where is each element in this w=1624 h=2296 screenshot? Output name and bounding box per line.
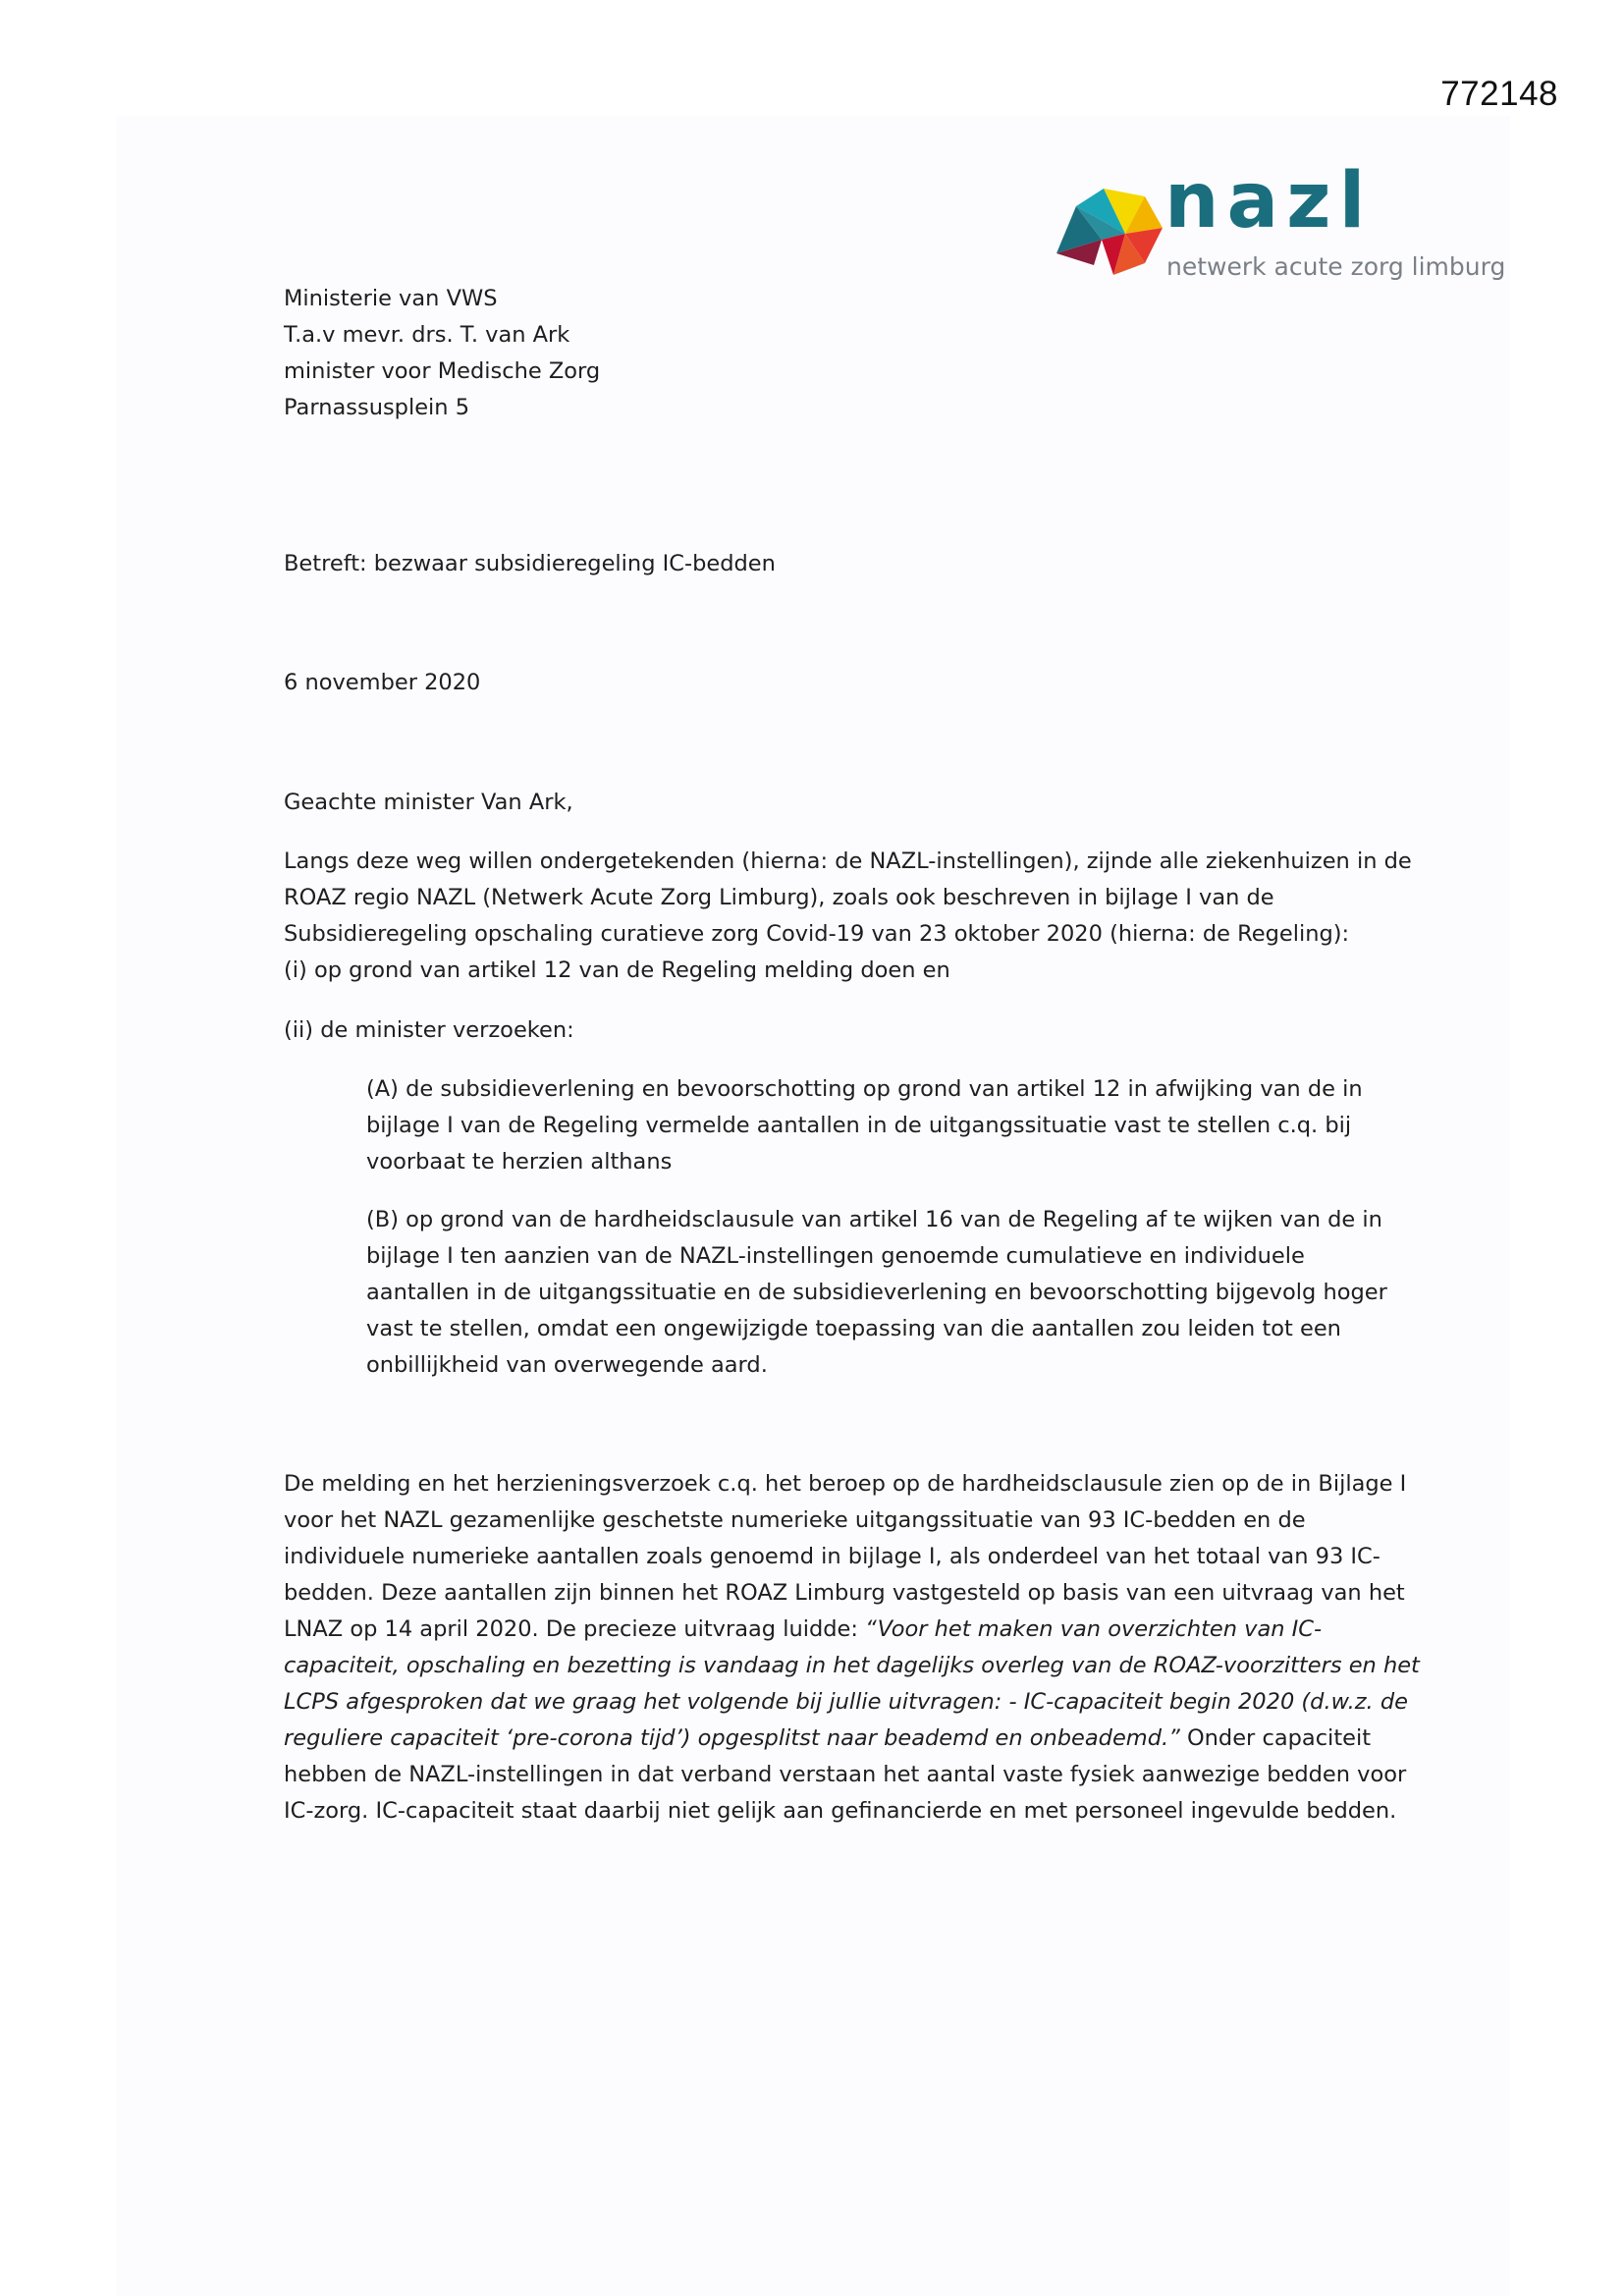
- recipient-address: [284, 281, 600, 426]
- paragraph-line: ROAZ regio NAZL (Netwerk Acute Zorg Limburg), zoals ook beschreven in bijlage I van de: [284, 885, 1274, 910]
- address-line: Ministerie van VWS: [284, 286, 498, 311]
- paragraph-line: hebben de NAZL-instellingen in dat verband verstaan het aantal vaste fysiek aanwezige bedden voor: [284, 1762, 1407, 1787]
- paragraph-line: Subsidieregeling opschaling curatieve zorg Covid-19 van 23 oktober 2020 (hierna: de Regeling):: [284, 921, 1350, 947]
- paragraph-line: onbillijkheid van overwegende aard.: [366, 1352, 768, 1378]
- paragraph-line: [284, 1721, 1420, 1757]
- paragraph-line: individuele numerieke aantallen zoals genoemd in bijlage I, als onderdeel van het totaal van 93 IC-: [284, 1544, 1380, 1569]
- salutation: [284, 785, 573, 821]
- paragraph-line: (A) de subsidieverlening en bevoorschotting op grond van artikel 12 in afwijking van de in: [366, 1076, 1363, 1102]
- quote-line: capaciteit, opschaling en bezetting is vandaag in het dagelijks overleg van de ROAZ-voorzitters en het: [284, 1653, 1420, 1678]
- paragraph-line: bijlage I ten aanzien van de NAZL-instellingen genoemde cumulatieve en individuele: [366, 1243, 1305, 1269]
- address-line: Parnassusplein 5: [284, 395, 470, 420]
- intro-paragraph: [284, 844, 1412, 989]
- text-run: LNAZ op 14 april 2020. De precieze uitvraag luidde:: [284, 1616, 866, 1642]
- salutation-text: Geachte minister Van Ark,: [284, 790, 573, 815]
- paragraph-line: aantallen in de uitgangssituatie en de subsidieverlening en bevoorschotting bijgevolg hoger: [366, 1280, 1387, 1305]
- paragraph-line: [284, 1612, 1420, 1648]
- subject-text: Betreft: bezwaar subsidieregeling IC-bedden: [284, 551, 776, 576]
- quote-line: LCPS afgesproken dat we graag het volgende bij jullie uitvragen: - IC-capaciteit begin 2020 (d.w.z. de: [284, 1689, 1408, 1715]
- request-item-a: [366, 1071, 1363, 1180]
- paragraph-line: bijlage I van de Regeling vermelde aantallen in de uitgangssituatie vast te stellen c.q. bij: [366, 1113, 1352, 1138]
- address-line: T.a.v mevr. drs. T. van Ark: [284, 322, 570, 348]
- logo-tagline: netwerk acute zorg limburg: [1166, 252, 1506, 281]
- request-item-b: [366, 1202, 1387, 1384]
- body-paragraph: [284, 1466, 1420, 1830]
- quote-text: “Voor het maken van overzichten van IC-: [865, 1616, 1323, 1642]
- paragraph-line: IC-zorg. IC-capaciteit staat daarbij niet gelijk aan gefinancierde en met personeel ingevulde bedden.: [284, 1798, 1397, 1824]
- paragraph-line: Langs deze weg willen ondergetekenden (hierna: de NAZL-instellingen), zijnde alle ziekenhuizen in de: [284, 848, 1412, 874]
- paragraph-line: (i) op grond van artikel 12 van de Regeling melding doen en: [284, 957, 950, 983]
- letter-date: [284, 665, 480, 701]
- address-line: minister voor Medische Zorg: [284, 358, 601, 384]
- paragraph-line: bedden. Deze aantallen zijn binnen het ROAZ Limburg vastgesteld op basis van een uitvraag van het: [284, 1580, 1405, 1606]
- paragraph-line: vast te stellen, omdat een ongewijzigde toepassing van die aantallen zou leiden tot een: [366, 1316, 1341, 1341]
- quote-text: reguliere capaciteit ‘pre-corona tijd’) opgesplitst naar beademd en onbeademd.”: [284, 1725, 1180, 1751]
- paragraph-line: De melding en het herzieningsverzoek c.q. het beroep op de hardheidsclausule zien op de in Bijlage I: [284, 1471, 1407, 1497]
- logo-wordmark: nazl: [1164, 157, 1374, 246]
- text-run: Onder capaciteit: [1179, 1725, 1372, 1751]
- paragraph-line: voor het NAZL gezamenlijke geschetste numerieke uitgangssituatie van 93 IC-bedden en de: [284, 1507, 1306, 1533]
- request-lead: [284, 1012, 574, 1049]
- paragraph-line: (B) op grond van de hardheidsclausule van artikel 16 van de Regeling af te wijken van de in: [366, 1207, 1382, 1232]
- subject-line: [284, 546, 776, 582]
- request-lead-text: (ii) de minister verzoeken:: [284, 1017, 574, 1043]
- document-number: 772148: [1440, 75, 1558, 113]
- nazl-logo-mark-icon: [1056, 177, 1164, 285]
- nazl-logo: [1056, 157, 1506, 295]
- date-text: 6 november 2020: [284, 670, 481, 695]
- paragraph-line: voorbaat te herzien althans: [366, 1149, 673, 1175]
